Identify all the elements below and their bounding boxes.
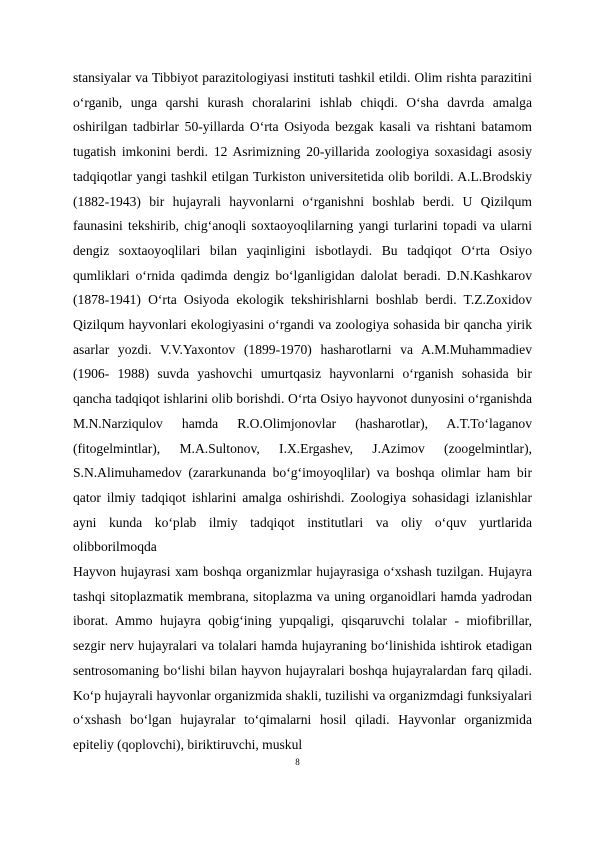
page-number: 8 [295,757,300,767]
document-body [73,66,532,758]
paragraph-animal-cell: Hayvon hujayrasi xam boshqa organizmlar hujayrasiga o‘xshash tuzilgan. Hujayra tashqi sitoplazmatik membrana, sitoplazma va uning organoidlari hamda yadrodan iborat. Ammo hujayra qobig‘ining yupqaligi, qisqaruvchi tolalar - miofibrillar, sezgir nerv hujayralari va tolalari hamda hujayraning bo‘linishida ishtirok etadigan sentrosomaning bo‘lishi bilan hayvon hujayralari boshqa hujayralardan farq qiladi. Ko‘p hujayrali hayvonlar organizmida shakli, tuzilishi va organizmdagi funksiyalari o‘xshash bo‘lgan hujayralar to‘qimalarni hosil qiladi. Hayvonlar organizmida epiteliy (qoplovchi), biriktiruvchi, muskul [73,564,532,752]
paragraph-zoology-history: stansiyalar va Tibbiyot parazitologiyasi instituti tashkil etildi. Olim rishta parazitini o‘rganib, unga qarshi kurash choralarini ishlab chiqdi. O‘sha davrda amalga oshirilgan tadbirlar 50-yillarda O‘rta Osiyoda bezgak kasali va rishtani batamom tugatish imkonini berdi. 12 Asrimizning 20-yillarida zoologiya soxasidagi asosiy tadqiqotlar yangi tashkil etilgan Turkiston universitetida olib borildi. A.L.Brodskiy (1882-1943) bir hujayrali hayvonlarni o‘rganishni boshlab berdi. U Qizilqum faunasini tekshirib, chig‘anoqli soxtaoyoqlilarning yangi turlarini topadi va ularni dengiz soxtaoyoqlilari bilan yaqinligini isbotlaydi. Bu tadqiqot O‘rta Osiyo qumliklari o‘rnida qadimda dengiz bo‘lganligidan dalolat beradi. D.N.Kashkarov (1878-1941) O‘rta Osiyoda ekologik tekshirishlarni boshlab berdi. T.Z.Zoxidov Qizilqum hayvonlari ekologiyasini o‘rgandi va zoologiya sohasida bir qancha yirik asarlar yozdi. V.V.Yaxontov (1899-1970) hasharotlarni va A.M.Muhammadiev (1906- 1988) suvda yashovchi umurtqasiz hayvonlarni o‘rganish sohasida bir qancha tadqiqot ishlarini olib borishdi. O‘rta Osiyo hayvonot dunyosini o‘rganishda M.N.Narziqulov hamda R.O.Olimjonovlar (hasharotlar), A.T.To‘laganov (fitogelmintlar), M.A.Sultonov, I.X.Ergashev, J.Azimov (zoogelmintlar), S.N.Alimuhamedov (zararkunanda bo‘g‘imoyoqlilar) va boshqa olimlar ham bir qator ilmiy tadqiqot ishlarini amalga oshirishdi. Zoologiya sohasidagi izlanishlar ayni kunda ko‘plab ilmiy tadqiqot institutlari va oliy o‘quv yurtlarida olibborilmoqda [73,70,532,555]
